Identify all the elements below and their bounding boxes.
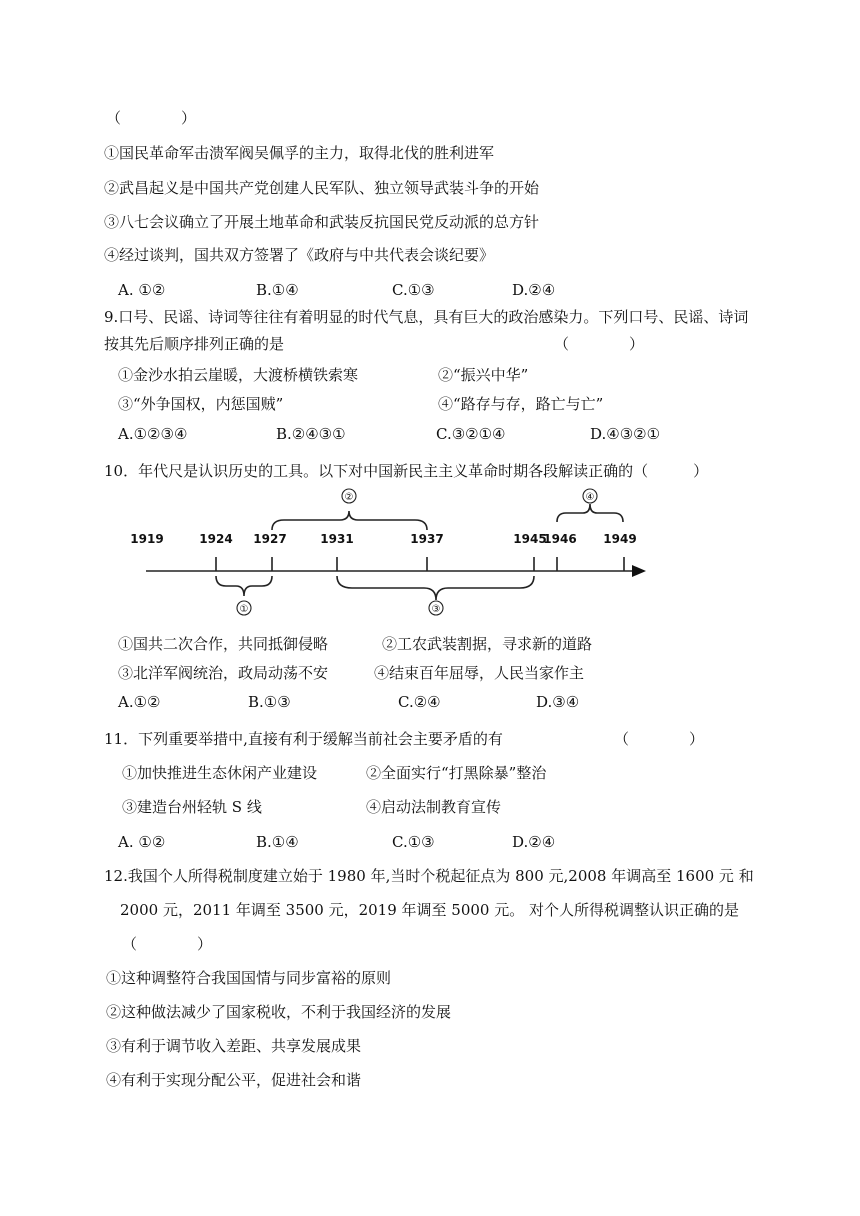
brace-label-3: ③ [431,604,441,615]
q12-item-3: ③有利于调节收入差距、共享发展成果 [106,1037,362,1055]
q9-stem-line2: 按其先后顺序排列正确的是 [104,335,285,353]
q9-option-b: B.②④③① [276,425,346,443]
brace-4 [557,504,623,522]
q8-option-b: B.①④ [256,281,299,299]
q11-item-1: ①加快推进生态休闲产业建设 [122,764,318,782]
q12-item-2: ②这种做法减少了国家税收，不利于我国经济的发展 [106,1003,452,1021]
q10-stem: 10．年代尺是认识历史的工具。以下对中国新民主主义革命时期各段解读正确的（ ） [104,462,709,480]
year-1946: 1946 [543,532,577,546]
brace-3 [337,576,534,600]
q8-item-1: ①国民革命军击溃军阀吴佩孚的主力，取得北伐的胜利进军 [104,144,495,162]
year-1945: 1945 [513,532,547,546]
q11-option-d: D.②④ [512,833,556,851]
q10-item-2: ②工农武装割据，寻求新的道路 [382,635,593,653]
year-1927: 1927 [253,532,287,546]
timeline-arrow-head [632,565,646,577]
q9-item-2: ②“振兴中华” [438,366,529,384]
q10-item-1: ①国共二次合作，共同抵御侵略 [118,635,329,653]
q10-item-4: ④结束百年屈辱，人民当家作主 [374,664,585,682]
year-1919: 1919 [130,532,164,546]
q12-item-4: ④有利于实现分配公平，促进社会和谐 [106,1071,362,1089]
q9-item-3: ③“外争国权，内惩国贼” [118,395,284,413]
q8-item-3: ③八七会议确立了开展土地革命和武装反抗国民党反动派的总方针 [104,213,540,231]
q8-option-a: A. ①② [118,281,166,299]
q12-stem-line1: 12.我国个人所得税制度建立始于 1980 年,当时个税起征点为 800 元,2008 年调高至 1600 元 和 [104,867,754,885]
q9-option-d: D.④③②① [590,425,661,443]
q8-item-2: ②武昌起义是中国共产党创建人民军队、独立领导武装斗争的开始 [104,179,540,197]
q12-item-1: ①这种调整符合我国国情与同步富裕的原则 [106,969,392,987]
brace-label-2: ② [344,492,354,503]
year-1937: 1937 [410,532,444,546]
q8-option-d: D.②④ [512,281,556,299]
q11-stem: 11．下列重要举措中,直接有利于缓解当前社会主要矛盾的有 [104,730,503,748]
q9-item-4: ④“路存与存，路亡与亡” [438,395,604,413]
q10-item-3: ③北洋军阀统治，政局动荡不安 [118,664,329,682]
q11-option-a: A. ①② [118,833,166,851]
q10-option-b: B.①③ [248,693,291,711]
q9-paren: （ ） [554,335,645,353]
q9-option-a: A.①②③④ [118,425,188,443]
q11-item-4: ④启动法制教育宣传 [366,798,502,816]
brace-2 [272,511,427,530]
q8-paren: （ ） [106,109,197,127]
year-1931: 1931 [320,532,354,546]
q8-option-c: C.①③ [392,281,435,299]
q9-option-c: C.③②①④ [436,425,506,443]
q8-item-4: ④经过谈判，国共双方签署了《政府与中共代表会谈纪要》 [104,246,495,264]
q12-paren: （ ） [122,935,213,953]
q11-item-3: ③建造台州轻轨 S 线 [122,798,262,816]
q10-timeline [0,484,860,624]
q10-option-d: D.③④ [536,693,580,711]
q9-stem-line1: 9.口号、民谣、诗词等往往有着明显的时代气息，具有巨大的政治感染力。下列口号、民谣、诗词 [104,308,749,326]
q11-paren: （ ） [614,730,705,748]
brace-label-1: ① [239,604,249,615]
q11-item-2: ②全面实行“打黑除暴”整治 [366,764,547,782]
q12-stem-line2: 2000 元，2011 年调至 3500 元，2019 年调至 5000 元。 对个人所得税调整认识正确的是 [120,901,740,919]
brace-label-4: ④ [585,492,595,503]
q9-item-1: ①金沙水拍云崖暖，大渡桥横铁索寒 [118,366,359,384]
q10-option-a: A.①② [118,693,161,711]
q11-option-c: C.①③ [392,833,435,851]
brace-1 [216,576,272,596]
q11-option-b: B.①④ [256,833,299,851]
year-1924: 1924 [199,532,233,546]
year-1949: 1949 [603,532,637,546]
q10-option-c: C.②④ [398,693,441,711]
